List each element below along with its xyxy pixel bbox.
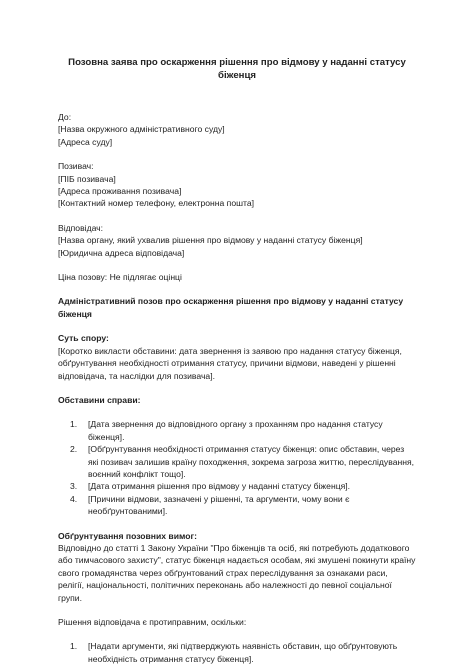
grounds-text: Відповідно до статті 1 Закону України "Про біженців та осіб, які потребують додаткового або тимчасового захисту", статус біженця надається особам, які змушені покинути країну свого громадянства через обґрунтований страх переслідування за ознаками раси, релігії, національності, політичних переконань або належності до певної соціальної групи. xyxy=(58,542,416,603)
addressee-label: До: xyxy=(58,112,72,122)
unlawful-list xyxy=(58,640,416,665)
list-item-number: 1. xyxy=(70,641,78,652)
unlawful-section xyxy=(58,616,416,665)
essence-section xyxy=(58,332,416,382)
list-item-text: [Дата отримання рішення про відмову у наданні статусу біженця]. xyxy=(88,481,351,492)
plaintiff-label: Позивач: xyxy=(58,161,94,172)
list-item-text: [Причини відмови, зазначені у рішенні, та аргументи, чому вони є необґрунтованими]. xyxy=(88,493,350,517)
document-title: Позовна заява про оскарження рішення про відмову у наданні статусу біженця xyxy=(68,57,406,81)
list-item-number: 2. xyxy=(70,444,78,455)
circumstances-list xyxy=(58,418,416,517)
list-item-text: [Дата звернення до відповідного органу з проханням про надання статусу біженця]. xyxy=(88,419,383,442)
grounds-heading: Обґрунтування позовних вимог: xyxy=(58,530,197,541)
list-item xyxy=(58,443,416,480)
list-item-text: [Обґрунтування необхідності отримання статусу біженця: опис обставин, через які позивач залишив країну походження, зокрема загроза життю, переслідування, воєнний конфлікт тощо]. xyxy=(88,444,415,479)
list-item xyxy=(58,418,416,443)
defendant-name: [Назва органу, який ухвалив рішення про відмову у наданні статусу біженця] xyxy=(58,235,363,246)
list-item-text: [Надати аргументи, які підтверджують наявність обставин, що обґрунтовують необхідність отримання статусу біженця]. xyxy=(88,641,398,664)
addressee-block xyxy=(58,111,416,148)
plaintiff-contacts: [Контактний номер телефону, електронна пошта] xyxy=(58,198,255,209)
unlawful-intro: Рішення відповідача є протиправним, оскільки: xyxy=(58,617,247,627)
list-item-number: 3. xyxy=(70,481,78,492)
claim-title: Адміністративний позов про оскарження рішення про відмову у наданні статусу біженця xyxy=(58,296,404,319)
list-item-number: 1. xyxy=(70,419,78,430)
plaintiff-address: [Адреса проживання позивача] xyxy=(58,186,182,197)
essence-text: [Коротко викласти обставини: дата звернення із заявою про надання статусу біженця, обґрунтування необхідності отримання статусу, причини відмови, наведені у рішенні відповідача, та наслідки для позивача]. xyxy=(58,345,402,381)
defendant-address: [Юридична адреса відповідача] xyxy=(58,247,185,258)
grounds-section xyxy=(58,530,416,604)
claim-price: Ціна позову: Не підлягає оцінці xyxy=(58,272,182,283)
list-item xyxy=(58,493,416,518)
list-item-number: 4. xyxy=(70,493,78,504)
list-item xyxy=(58,480,416,492)
defendant-block xyxy=(58,222,416,259)
plaintiff-name: [ПІБ позивача] xyxy=(58,173,116,184)
circumstances-section xyxy=(58,394,416,518)
defendant-label: Відповідач: xyxy=(58,222,104,233)
court-name: [Назва окружного адміністративного суду] xyxy=(58,124,225,135)
circumstances-heading: Обставини справи: xyxy=(58,394,141,405)
court-address: [Адреса суду] xyxy=(58,136,113,147)
essence-heading: Суть спору: xyxy=(58,333,109,344)
list-item xyxy=(58,640,416,665)
plaintiff-block xyxy=(58,160,416,210)
